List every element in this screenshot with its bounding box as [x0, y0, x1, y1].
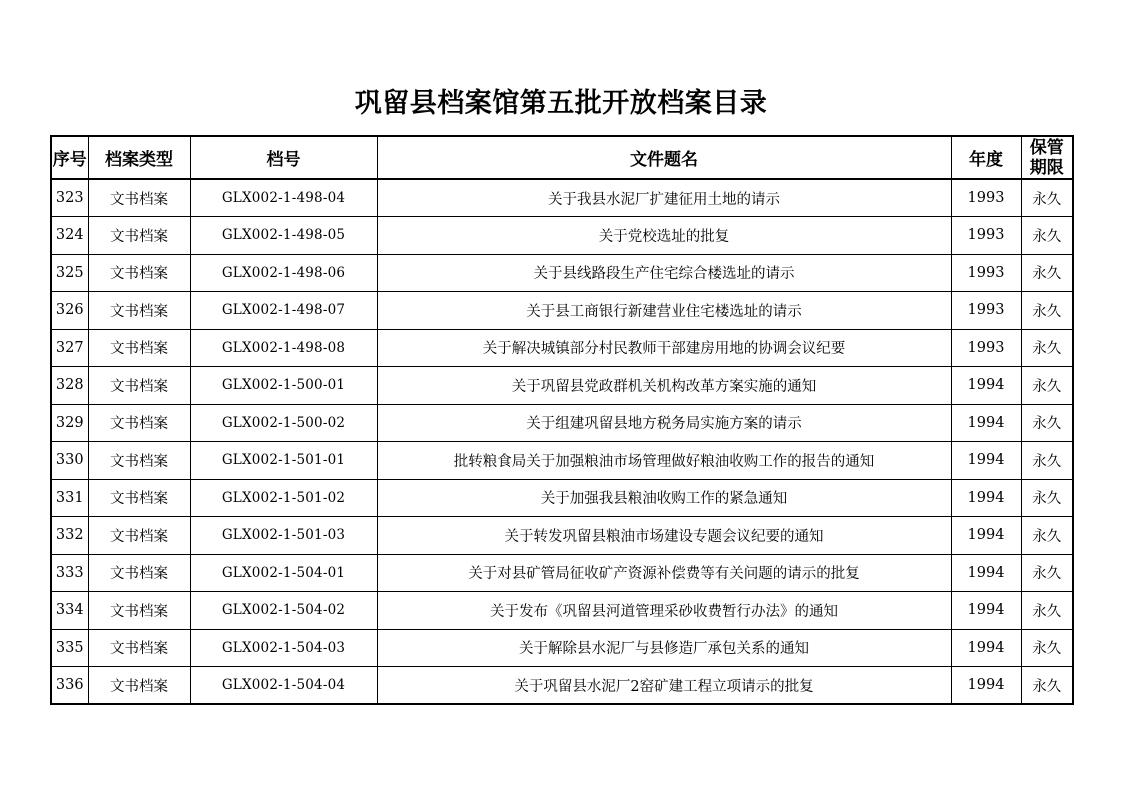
cell-seq: 332	[51, 517, 88, 555]
cell-name: 关于县工商银行新建营业住宅楼选址的请示	[377, 292, 951, 330]
cell-retention: 永久	[1021, 517, 1073, 555]
cell-seq: 325	[51, 254, 88, 292]
cell-type: 文书档案	[88, 667, 190, 705]
cell-code: GLX002-1-498-06	[190, 254, 377, 292]
cell-seq: 323	[51, 179, 88, 217]
cell-seq: 333	[51, 554, 88, 592]
cell-year: 1994	[951, 442, 1021, 480]
cell-type: 文书档案	[88, 367, 190, 405]
table-row	[51, 554, 1073, 592]
header-row	[51, 136, 1073, 179]
cell-name: 关于巩留县党政群机关机构改革方案实施的通知	[377, 367, 951, 405]
cell-year: 1994	[951, 367, 1021, 405]
table-row	[51, 404, 1073, 442]
cell-code: GLX002-1-504-03	[190, 629, 377, 667]
cell-retention: 永久	[1021, 367, 1073, 405]
cell-name: 关于加强我县粮油收购工作的紧急通知	[377, 479, 951, 517]
cell-name: 关于组建巩留县地方税务局实施方案的请示	[377, 404, 951, 442]
header-name: 文件题名	[377, 136, 951, 179]
cell-type: 文书档案	[88, 442, 190, 480]
cell-code: GLX002-1-501-03	[190, 517, 377, 555]
cell-year: 1994	[951, 592, 1021, 630]
cell-year: 1993	[951, 179, 1021, 217]
cell-name: 批转粮食局关于加强粮油市场管理做好粮油收购工作的报告的通知	[377, 442, 951, 480]
cell-type: 文书档案	[88, 404, 190, 442]
archive-catalog-table	[50, 135, 1074, 705]
cell-name: 关于巩留县水泥厂2窑矿建工程立项请示的批复	[377, 667, 951, 705]
cell-year: 1993	[951, 217, 1021, 255]
table-row	[51, 442, 1073, 480]
cell-name: 关于党校选址的批复	[377, 217, 951, 255]
cell-seq: 328	[51, 367, 88, 405]
cell-type: 文书档案	[88, 517, 190, 555]
cell-seq: 327	[51, 329, 88, 367]
cell-name: 关于县线路段生产住宅综合楼选址的请示	[377, 254, 951, 292]
cell-seq: 334	[51, 592, 88, 630]
cell-type: 文书档案	[88, 554, 190, 592]
cell-name: 关于对县矿管局征收矿产资源补偿费等有关问题的请示的批复	[377, 554, 951, 592]
table-row	[51, 592, 1073, 630]
cell-retention: 永久	[1021, 292, 1073, 330]
table-row	[51, 517, 1073, 555]
cell-type: 文书档案	[88, 592, 190, 630]
cell-seq: 335	[51, 629, 88, 667]
cell-code: GLX002-1-498-05	[190, 217, 377, 255]
cell-retention: 永久	[1021, 217, 1073, 255]
cell-retention: 永久	[1021, 442, 1073, 480]
table-row	[51, 629, 1073, 667]
cell-code: GLX002-1-501-01	[190, 442, 377, 480]
header-seq: 序号	[51, 136, 88, 179]
cell-year: 1993	[951, 254, 1021, 292]
cell-year: 1994	[951, 404, 1021, 442]
cell-name: 关于我县水泥厂扩建征用土地的请示	[377, 179, 951, 217]
cell-code: GLX002-1-498-08	[190, 329, 377, 367]
cell-name: 关于解决城镇部分村民教师干部建房用地的协调会议纪要	[377, 329, 951, 367]
cell-retention: 永久	[1021, 254, 1073, 292]
table-row	[51, 667, 1073, 705]
cell-type: 文书档案	[88, 292, 190, 330]
cell-retention: 永久	[1021, 667, 1073, 705]
cell-name: 关于发布《巩留县河道管理采砂收费暂行办法》的通知	[377, 592, 951, 630]
cell-year: 1994	[951, 667, 1021, 705]
cell-retention: 永久	[1021, 404, 1073, 442]
cell-retention: 永久	[1021, 629, 1073, 667]
cell-retention: 永久	[1021, 592, 1073, 630]
cell-retention: 永久	[1021, 479, 1073, 517]
header-year: 年度	[951, 136, 1021, 179]
cell-year: 1994	[951, 629, 1021, 667]
cell-retention: 永久	[1021, 554, 1073, 592]
cell-year: 1994	[951, 479, 1021, 517]
table-row	[51, 254, 1073, 292]
table-header	[51, 136, 1073, 179]
table-row	[51, 479, 1073, 517]
table-row	[51, 179, 1073, 217]
document-title: 巩留县档案馆第五批开放档案目录	[354, 88, 768, 119]
table-body	[51, 179, 1073, 704]
cell-year: 1993	[951, 292, 1021, 330]
cell-name: 关于转发巩留县粮油市场建设专题会议纪要的通知	[377, 517, 951, 555]
cell-retention: 永久	[1021, 329, 1073, 367]
table-row	[51, 292, 1073, 330]
cell-type: 文书档案	[88, 479, 190, 517]
cell-year: 1993	[951, 329, 1021, 367]
cell-code: GLX002-1-500-02	[190, 404, 377, 442]
table-row	[51, 367, 1073, 405]
cell-code: GLX002-1-498-07	[190, 292, 377, 330]
cell-seq: 331	[51, 479, 88, 517]
cell-type: 文书档案	[88, 254, 190, 292]
cell-type: 文书档案	[88, 629, 190, 667]
header-type: 档案类型	[88, 136, 190, 179]
header-code: 档号	[190, 136, 377, 179]
cell-code: GLX002-1-504-02	[190, 592, 377, 630]
cell-seq: 324	[51, 217, 88, 255]
cell-code: GLX002-1-500-01	[190, 367, 377, 405]
table-row	[51, 217, 1073, 255]
cell-year: 1994	[951, 517, 1021, 555]
cell-type: 文书档案	[88, 217, 190, 255]
cell-seq: 326	[51, 292, 88, 330]
cell-retention: 永久	[1021, 179, 1073, 217]
cell-code: GLX002-1-504-01	[190, 554, 377, 592]
cell-name: 关于解除县水泥厂与县修造厂承包关系的通知	[377, 629, 951, 667]
cell-code: GLX002-1-498-04	[190, 179, 377, 217]
cell-code: GLX002-1-504-04	[190, 667, 377, 705]
cell-seq: 329	[51, 404, 88, 442]
cell-type: 文书档案	[88, 179, 190, 217]
cell-year: 1994	[951, 554, 1021, 592]
cell-type: 文书档案	[88, 329, 190, 367]
cell-seq: 336	[51, 667, 88, 705]
cell-code: GLX002-1-501-02	[190, 479, 377, 517]
header-retention: 保管期限	[1021, 136, 1073, 179]
cell-seq: 330	[51, 442, 88, 480]
table-row	[51, 329, 1073, 367]
